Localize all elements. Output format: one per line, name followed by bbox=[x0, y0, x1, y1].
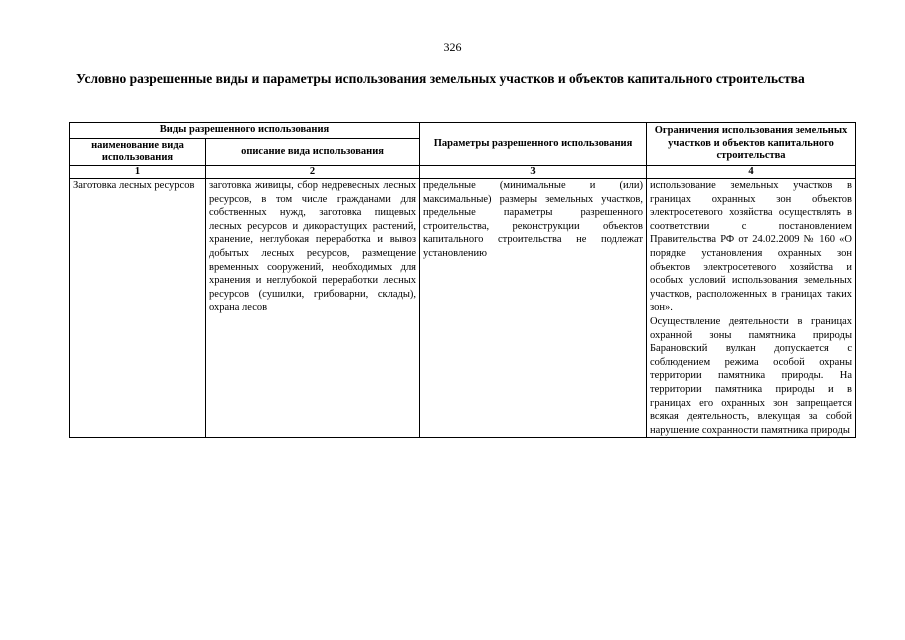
header-types-group: Виды разрешенного использования bbox=[70, 123, 420, 139]
page-number: 326 bbox=[443, 40, 462, 54]
cell-type-name: Заготовка лесных ресурсов bbox=[70, 179, 206, 438]
table-header-row bbox=[70, 123, 856, 139]
header-type-description: описание вида использования bbox=[206, 139, 420, 166]
column-number: 2 bbox=[206, 166, 420, 179]
land-use-table bbox=[69, 122, 856, 438]
document-title: Условно разрешенные виды и параметры использования земельных участков и объектов капитального строительства bbox=[76, 71, 805, 86]
cell-restrictions bbox=[647, 179, 856, 438]
column-number: 4 bbox=[647, 166, 856, 179]
header-type-name: наименование вида использования bbox=[70, 139, 206, 166]
restrictions-paragraph-nature-monument: Осуществление деятельности в границах охранной зоны памятника природы Барановский вулкан допускается с соблюдением режима особой охраны территории памятника природы. На территории памятника природы и в границах его охранных зон запрещается всякая деятельность, влекущая за собой нарушение сохранности памятника природы bbox=[650, 315, 853, 436]
cell-parameters: предельные (минимальные и (или) максимальные) размеры земельных участков, предельные параметры разрешенного строительства, реконструкции объектов капитального строительства не подлежат установлению bbox=[420, 179, 647, 438]
header-parameters: Параметры разрешенного использования bbox=[420, 123, 647, 166]
column-number-row bbox=[70, 166, 856, 179]
header-restrictions: Ограничения использования земельных участков и объектов капитального строительства bbox=[647, 123, 856, 166]
cell-type-description: заготовка живицы, сбор недревесных лесных ресурсов, в том числе гражданами для собственных нужд, заготовка пищевых лесных ресурсов и дикорастущих растений, хранение, неглубокая переработка и вывоз добытых лесных ресурсов, размещение временных сооружений, необходимых для хранения и неглубокой переработки лесных ресурсов (сушилки, грибоварни, склады), охрана лесов bbox=[206, 179, 420, 438]
table-row bbox=[70, 179, 856, 438]
column-number: 3 bbox=[420, 166, 647, 179]
column-number: 1 bbox=[70, 166, 206, 179]
restrictions-paragraph-power-grid: использование земельных участков в границах охранных зон объектов электросетевого хозяйства осуществлять в соответствии с постановлением Правительства РФ от 24.02.2009 № 160 «О порядке установления охранных зон объектов электросетевого хозяйства и особых условий использования земельных участков, расположенных в границах таких зон». bbox=[650, 180, 853, 314]
